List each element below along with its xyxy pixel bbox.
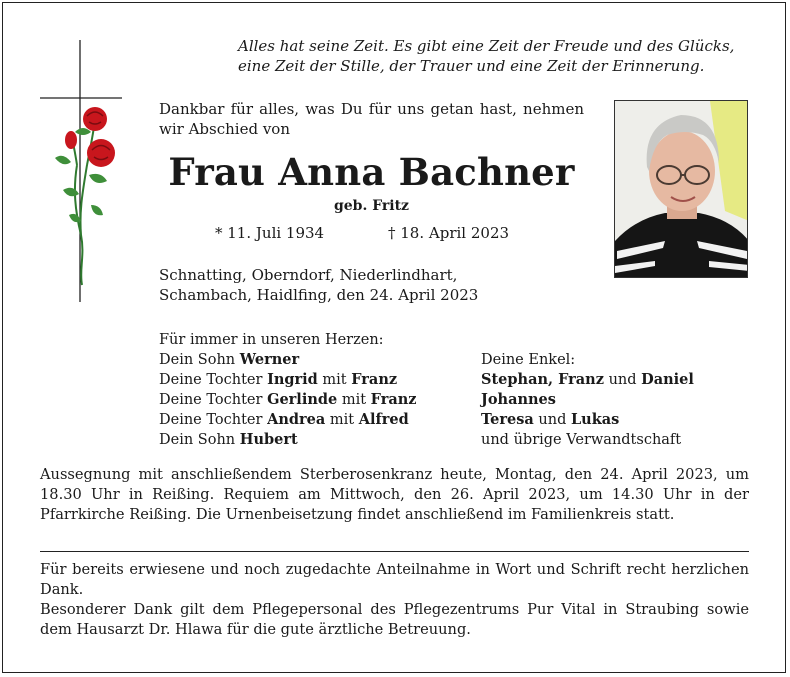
- service-details: Aussegnung mit anschließendem Sterberosenkranz heute, Montag, den 24. April 2023, um 18.30 Uhr in Reißing. Requiem am Mittwoch, den 26. April 2023, um 14.30 Uhr in der Pfarrkirche Reißing. Die Urnenbeisetzung findet anschließend im Familienkreis statt.: [40, 466, 749, 523]
- quote-line-2: eine Zeit der Stille, der Trauer und eine Zeit der Erinnerung.: [238, 57, 705, 75]
- grandchild-names: Stephan, Franz: [481, 371, 604, 388]
- place-line-2: Schambach, Haidlfing, den 24. April 2023: [159, 286, 479, 304]
- mourner-left-5: [159, 430, 481, 450]
- mourner-left-2: [159, 370, 481, 390]
- deceased-name: Frau Anna Bachner: [168, 150, 575, 194]
- connector: mit: [337, 392, 371, 408]
- partner-name: Franz: [351, 371, 398, 388]
- grandchildren-line-3: [481, 410, 619, 430]
- thanks-paragraph-2: Besonderer Dank gilt dem Pflegepersonal des Pflegezentrums Pur Vital in Straubing sowie dem Hausarzt Dr. Hlawa für die gute ärztliche Betreuung.: [40, 601, 749, 638]
- grandchildren-line-1: [481, 370, 694, 390]
- mourner-row: [159, 350, 749, 370]
- rose-icon: [55, 107, 115, 285]
- mourner-row: [159, 390, 749, 410]
- other-relatives: und übrige Verwandtschaft: [481, 432, 682, 448]
- mourner-left-4: [159, 410, 481, 430]
- person-name: Hubert: [239, 431, 298, 448]
- place-line-1: Schnatting, Oberndorf, Niederlindhart,: [159, 266, 458, 284]
- intro-text: Dankbar für alles, was Du für uns getan hast, nehmen wir Abschied von: [159, 100, 584, 138]
- person-name: Andrea: [267, 411, 326, 428]
- connector: mit: [325, 412, 359, 428]
- relation: Dein Sohn: [159, 432, 240, 448]
- partner-name: Alfred: [358, 411, 409, 428]
- mourners-section: [159, 330, 749, 450]
- grandchildren-heading: Deine Enkel:: [481, 352, 576, 368]
- thanks-section: [40, 560, 749, 640]
- person-name: Ingrid: [267, 371, 318, 388]
- death-date: † 18. April 2023: [388, 224, 510, 242]
- birth-date: * 11. Juli 1934: [215, 224, 325, 242]
- connector: und: [533, 412, 571, 428]
- connector: und: [603, 372, 642, 388]
- mourner-left-3: [159, 390, 481, 410]
- maiden-name: geb. Fritz: [333, 198, 410, 214]
- grandchild-name: Daniel: [641, 371, 694, 388]
- quote: [238, 36, 754, 76]
- mourner-row: [159, 430, 749, 450]
- grandchildren-line-2: Johannes: [481, 391, 556, 408]
- grandchild-name: Lukas: [570, 411, 620, 428]
- portrait-image: [615, 101, 748, 278]
- divider: [40, 551, 749, 552]
- grandchild-name: Teresa: [481, 411, 534, 428]
- relation: Dein Sohn: [159, 352, 240, 368]
- relation: Deine Tochter: [159, 392, 268, 408]
- connector: mit: [317, 372, 352, 388]
- thanks-paragraph-1: Für bereits erwiesene und noch zugedachte Anteilnahme in Wort und Schrift recht herzlichen Dank.: [40, 561, 749, 598]
- person-name: Gerlinde: [267, 391, 338, 408]
- cross-with-roses-icon: [35, 40, 125, 302]
- relation: Deine Tochter: [159, 372, 268, 388]
- place-and-date: [159, 265, 478, 305]
- mourners-heading: Für immer in unseren Herzen:: [159, 332, 384, 348]
- mourner-left-1: [159, 350, 481, 370]
- quote-line-1: Alles hat seine Zeit. Es gibt eine Zeit der Freude und des Glücks,: [238, 37, 735, 55]
- person-name: Werner: [239, 351, 300, 368]
- relation: Deine Tochter: [159, 412, 268, 428]
- mourner-row: [159, 410, 749, 430]
- partner-name: Franz: [370, 391, 417, 408]
- portrait-photo: [614, 100, 748, 278]
- mourner-row: [159, 370, 749, 390]
